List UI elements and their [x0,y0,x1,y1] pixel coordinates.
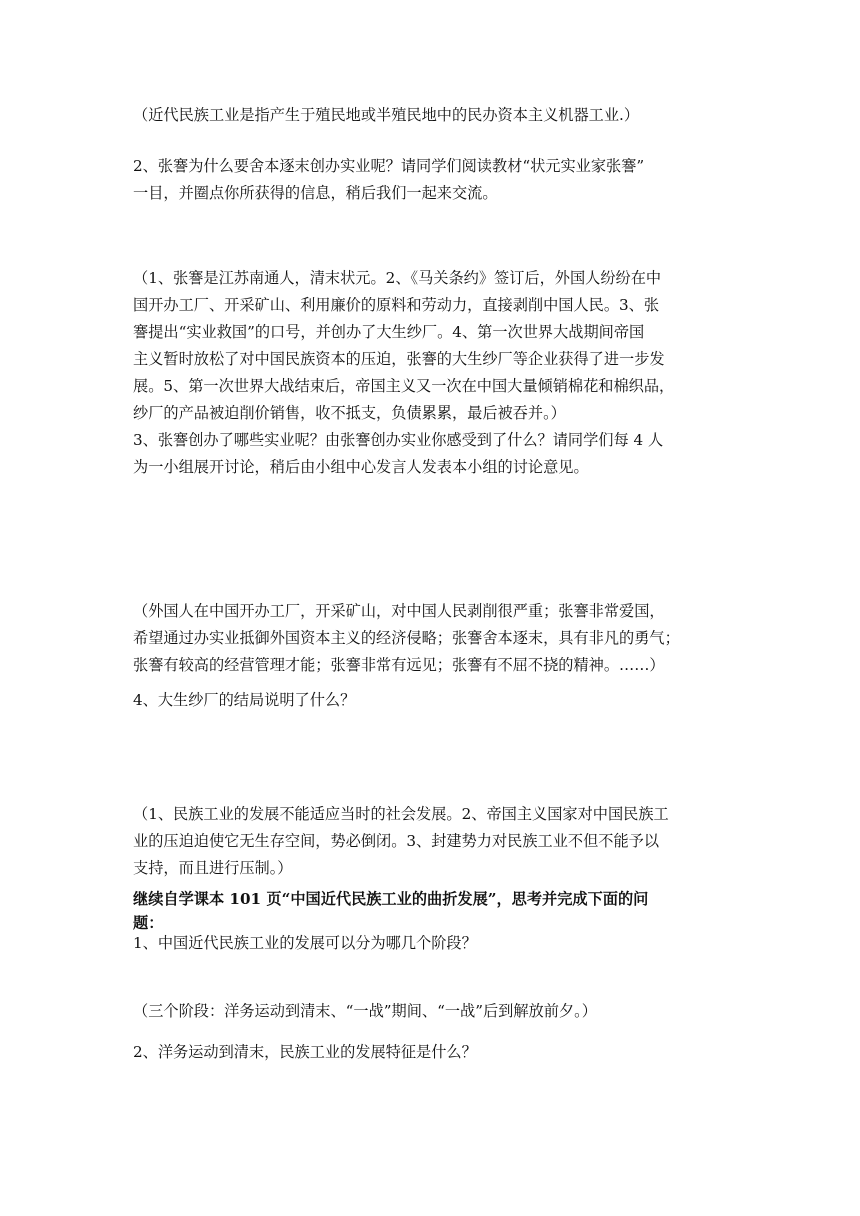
answer-4 [133,801,741,882]
text-line: （1、张謇是江苏南通人，清末状元。2、《马关条约》签订后，外国人纷纷在中 [133,269,662,287]
text-line: 4、大生纱厂的结局说明了什么？ [133,691,356,709]
text-line: 张謇有较高的经营管理才能；张謇非常有远见；张謇有不屈不挠的精神。……） [133,656,665,674]
sub-answer-1 [133,998,741,1025]
text-line: 希望通过办实业抵御外国资本主义的经济侵略；张謇舍本逐末，具有非凡的勇气； [133,629,680,647]
text-line: 謇提出“实业救国”的口号，并创办了大生纱厂。4、第一次世界大战期间帝国 [133,323,645,341]
sub-question-1 [133,930,741,957]
question-3 [133,427,741,481]
text-line: 一目，并圈点你所获得的信息，稍后我们一起来交流。 [133,184,498,202]
text-line: 3、张謇创办了哪些实业呢？由张謇创办实业你感受到了什么？请同学们每 4 人 [133,431,664,449]
heading-line: 继续自学课本 101 页“中国近代民族工业的曲折发展”，思考并完成下面的问 [133,890,649,908]
heading-line: 题： [133,914,164,932]
text-line: 国开办工厂、开采矿山、利用廉价的原料和劳动力，直接剥削中国人民。3、张 [133,296,660,314]
answer-3 [133,598,741,679]
question-4 [133,687,741,714]
text-line: （外国人在中国开办工厂，开采矿山，对中国人民剥削很严重；张謇非常爱国， [133,602,665,620]
question-2 [133,153,741,207]
text-line: 业的压迫迫使它无生存空间，势必倒闭。3、封建势力对民族工业不但不能予以 [133,832,660,850]
sub-question-2 [133,1039,741,1066]
answer-2 [133,265,741,427]
section-heading [133,887,741,935]
text-line: 2、张謇为什么要舍本逐末创办实业呢？请同学们阅读教材“状元实业家张謇” [133,157,645,175]
text-line: 主义暂时放松了对中国民族资本的压迫，张謇的大生纱厂等企业获得了进一步发 [133,350,665,368]
text-line: （近代民族工业是指产生于殖民地或半殖民地中的民办资本主义机器工业.） [133,106,640,124]
text-line: 为一小组展开讨论，稍后由小组中心发言人发表本小组的讨论意见。 [133,458,589,476]
text-line: 2、洋务运动到清末，民族工业的发展特征是什么？ [133,1043,477,1061]
text-line: 展。5、第一次世界大战结束后，帝国主义又一次在中国大量倾销棉花和棉织品， [133,377,675,395]
text-line: 纱厂的产品被迫削价销售，收不抵支，负债累累，最后被吞并。） [133,404,566,422]
text-line: （1、民族工业的发展不能适应当时的社会发展。2、帝国主义国家对中国民族工 [133,805,669,823]
definition-note [133,102,741,129]
text-line: 支持，而且进行压制。） [133,859,293,877]
text-line: （三个阶段：洋务运动到清末、“一战”期间、“一战”后到解放前夕。） [133,1002,597,1020]
text-line: 1、中国近代民族工业的发展可以分为哪几个阶段？ [133,934,477,952]
